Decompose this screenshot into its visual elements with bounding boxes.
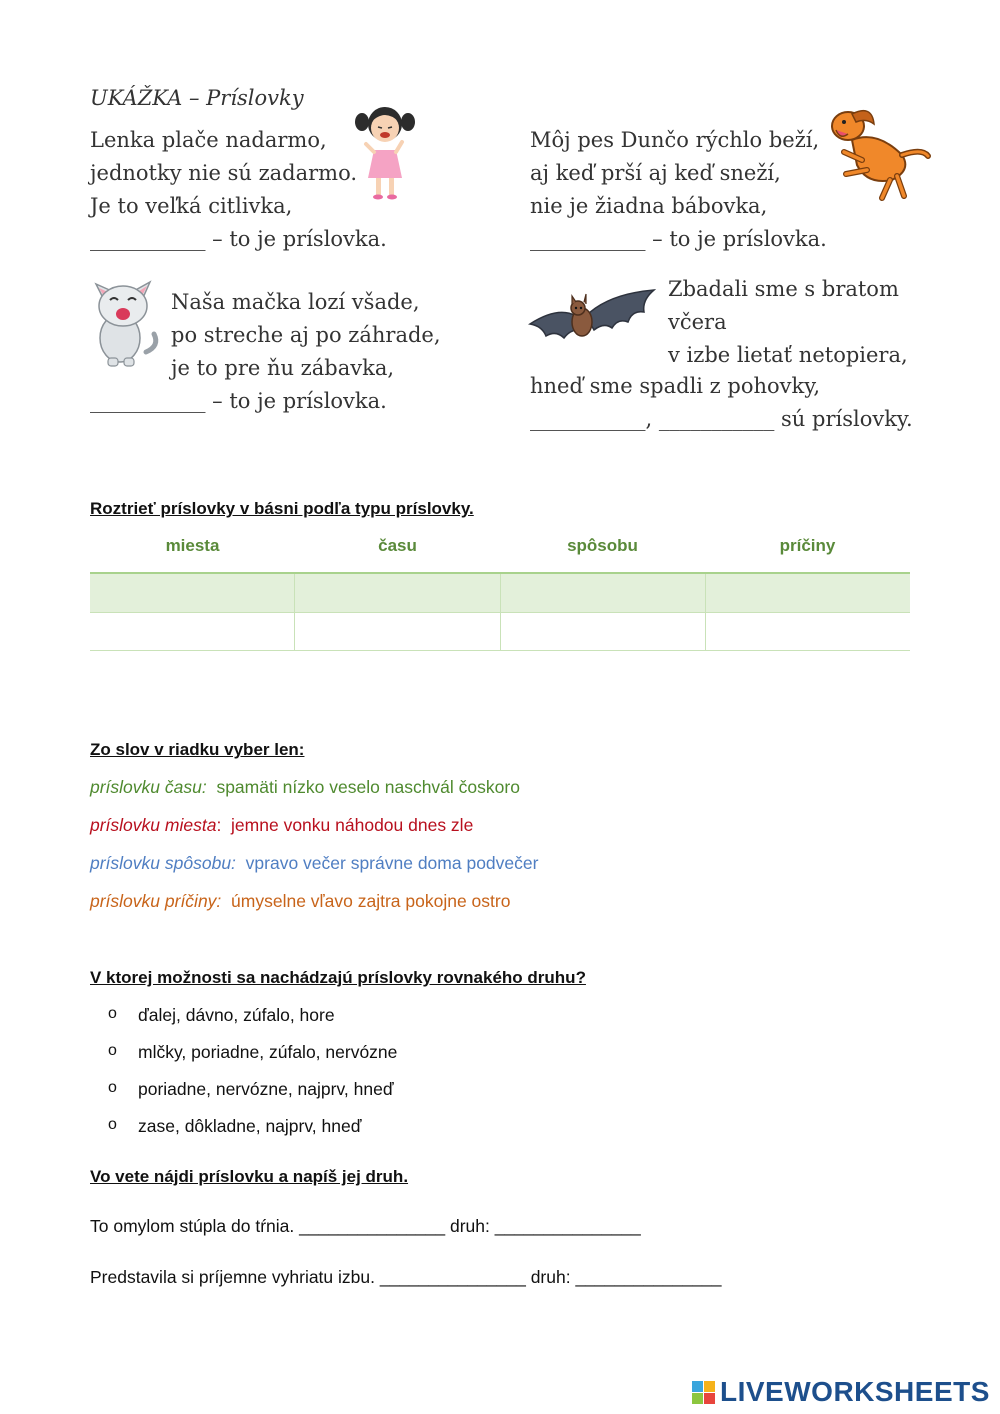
option-item[interactable]	[108, 1116, 397, 1153]
row-label: príslovku príčiny:	[90, 891, 222, 911]
task4-heading: Vo vete nájdi príslovku a napíš jej druh.	[90, 1167, 409, 1186]
word-choices[interactable]: jemne vonku náhodou dnes zle	[231, 815, 474, 835]
option-item[interactable]	[108, 1005, 397, 1042]
column-header-casu: času	[378, 536, 417, 555]
poem-line: ___________, ___________ sú príslovky.	[530, 407, 913, 431]
task2-row-miesta	[90, 815, 473, 836]
task1-heading: Roztrieť príslovky v básni podľa typu príslovky.	[90, 499, 474, 518]
answer-cell-priciny-2[interactable]	[706, 613, 910, 650]
task4-sentence-2[interactable]: Predstavila si príjemne vyhriatu izbu. _______________ druh: _______________	[90, 1267, 722, 1287]
table-row	[90, 612, 910, 651]
column-header-priciny: príčiny	[779, 536, 836, 555]
option-item[interactable]	[108, 1042, 397, 1079]
poem-line: jednotky nie sú zadarmo.	[90, 161, 358, 185]
option-item[interactable]	[108, 1079, 397, 1116]
word-choices[interactable]: vpravo večer správne doma podvečer	[245, 853, 539, 873]
answer-cell-priciny-1[interactable]	[706, 574, 910, 612]
poem-line: Naša mačka lozí všade,	[171, 290, 420, 314]
crying-girl-illustration	[352, 100, 418, 200]
radio-bullet[interactable]: o	[108, 1079, 117, 1096]
poem-line: je to pre ňu zábavka,	[171, 356, 395, 380]
row-label: príslovku miesta	[90, 815, 217, 835]
poem-line: ___________ – to je príslovka.	[90, 227, 387, 251]
poem-line: Lenka plače nadarmo,	[90, 128, 327, 152]
poem-line: nie je žiadna bábovka,	[530, 194, 768, 218]
row-label-colon: :	[216, 815, 222, 835]
task2-row-casu	[90, 777, 520, 798]
poem-line: ___________ – to je príslovka.	[530, 227, 827, 251]
poem-line: Je to veľká citlivka,	[90, 194, 293, 218]
poem-line: ___________ – to je príslovka.	[90, 389, 387, 413]
page-title: UKÁŽKA – Príslovky	[90, 86, 304, 110]
poem-line: hneď sme spadli z pohovky,	[530, 374, 821, 398]
poem-lenka	[90, 124, 387, 256]
task4-sentence-1[interactable]: To omylom stúpla do tŕnia. _______________ druh: _______________	[90, 1216, 641, 1236]
poem-netopier	[668, 273, 908, 372]
answer-cell-casu-2[interactable]	[295, 613, 500, 650]
poem-pes	[530, 124, 827, 256]
bat-illustration	[528, 286, 656, 352]
answer-cell-miesta-2[interactable]	[90, 613, 295, 650]
poem-line: aj keď prší aj keď sneží,	[530, 161, 781, 185]
radio-bullet[interactable]: o	[108, 1005, 117, 1022]
answer-cell-sposobu-1[interactable]	[501, 574, 706, 612]
row-label: príslovku spôsobu:	[90, 853, 236, 873]
running-dog-illustration	[822, 100, 932, 204]
poem-netopier-end	[530, 370, 913, 436]
task3-heading: V ktorej možnosti sa nachádzajú príslovky rovnakého druhu?	[90, 968, 586, 987]
task2-row-priciny	[90, 891, 510, 912]
liveworksheets-logo	[692, 1376, 990, 1408]
live-badge-icon	[692, 1381, 715, 1404]
column-header-sposobu: spôsobu	[567, 536, 638, 555]
table-row	[90, 574, 910, 612]
row-label: príslovku času:	[90, 777, 207, 797]
poem-macka	[171, 286, 441, 385]
option-text: poriadne, nervózne, najprv, hneď	[138, 1079, 394, 1099]
task2-row-sposobu	[90, 853, 538, 874]
poem-line: v izbe lietať netopiera,	[668, 343, 908, 367]
answer-cell-sposobu-2[interactable]	[501, 613, 706, 650]
brand-name: LIVEWORKSHEETS	[720, 1376, 990, 1407]
option-text: ďalej, dávno, zúfalo, hore	[138, 1005, 335, 1025]
poem-line: po streche aj po záhrade,	[171, 323, 441, 347]
adverb-table-header	[90, 536, 910, 556]
word-choices[interactable]: spamäti nízko veselo naschvál čoskoro	[216, 777, 520, 797]
answer-cell-casu-1[interactable]	[295, 574, 500, 612]
answer-cell-miesta-1[interactable]	[90, 574, 295, 612]
option-text: mlčky, poriadne, zúfalo, nervózne	[138, 1042, 398, 1062]
column-header-miesta: miesta	[165, 536, 220, 555]
word-choices[interactable]: úmyselne vľavo zajtra pokojne ostro	[231, 891, 511, 911]
poem-line: Zbadali sme s bratom	[668, 277, 899, 301]
poem-line: včera	[668, 310, 727, 334]
cat-illustration	[88, 272, 160, 368]
radio-bullet[interactable]: o	[108, 1042, 117, 1059]
radio-bullet[interactable]: o	[108, 1116, 117, 1133]
option-list	[108, 1005, 397, 1153]
option-text: zase, dôkladne, najprv, hneď	[138, 1116, 362, 1136]
poem-line: Môj pes Dunčo rýchlo beží,	[530, 128, 820, 152]
task2-heading: Zo slov v riadku vyber len:	[90, 740, 305, 759]
